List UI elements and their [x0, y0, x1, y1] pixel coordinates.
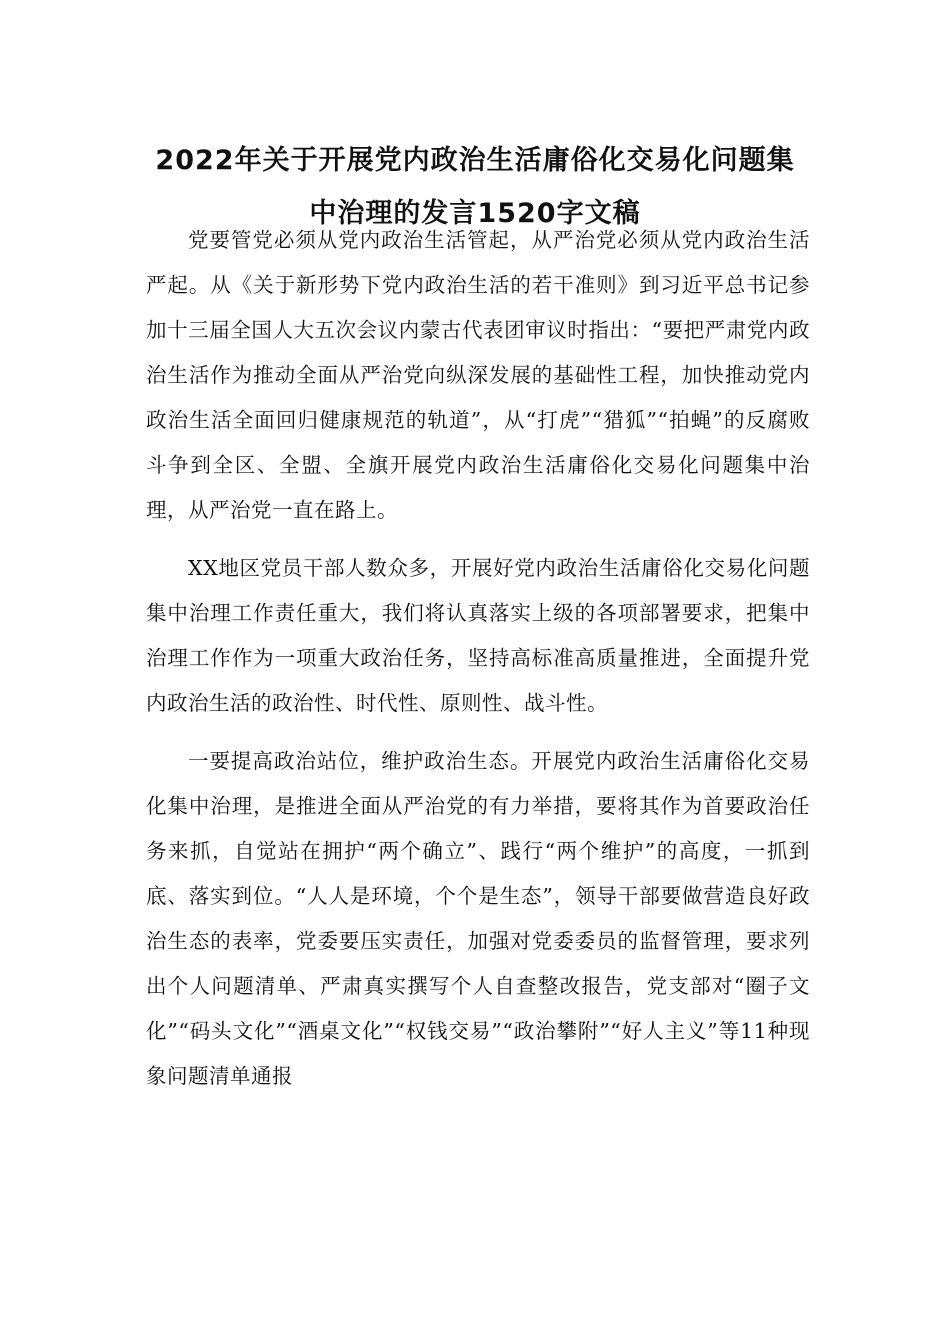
document-title-line-2: 中治理的发言1520字文稿: [309, 198, 641, 229]
paragraph-3: 一要提高政治站位，维护政治生态。开展党内政治生活庸俗化交易化集中治理，是推进全面从严治党的有力举措，要将其作为首要政治任务来抓，自觉站在拥护“两个确立”、践行“两个维护”的高度，一抓到底、落实到位。“人人是环境，个个是生态”，领导干部要做营造良好政治生态的表率，党委要压实责任，加强对党委委员的监督管理，要求列出个人问题清单、严肃真实撰写个人自查整改报告，党支部对“圈子文化”“码头文化”“酒桌文化”“权钱交易”“政治攀附”“好人主义”等11种现象问题清单通报: [146, 749, 810, 1088]
paragraph-2: XX地区党员干部人数众多，开展好党内政治生活庸俗化交易化问题集中治理工作责任重大，我们将认真落实上级的各项部署要求，把集中治理工作作为一项重大政治任务，坚持高标准高质量推进，全面提升党内政治生活的政治性、时代性、原则性、战斗性。: [146, 556, 810, 715]
paragraph-1: 党要管党必须从党内政治生活管起，从严治党必须从党内政治生活严起。从《关于新形势下党内政治生活的若干准则》到习近平总书记参加十三届全国人大五次会议内蒙古代表团审议时指出：“要把严肃党内政治生活作为推动全面从严治党向纵深发展的基础性工程，加快推动党内政治生活全面回归健康规范的轨道”，从“打虎”“猎狐”“拍蝇”的反腐败斗争到全区、全盟、全旗开展党内政治生活庸俗化交易化问题集中治理，从严治党一直在路上。: [146, 228, 810, 522]
document-title-line-1: 2022年关于开展党内政治生活庸俗化交易化问题集: [155, 145, 795, 176]
document-body: [146, 218, 810, 1099]
